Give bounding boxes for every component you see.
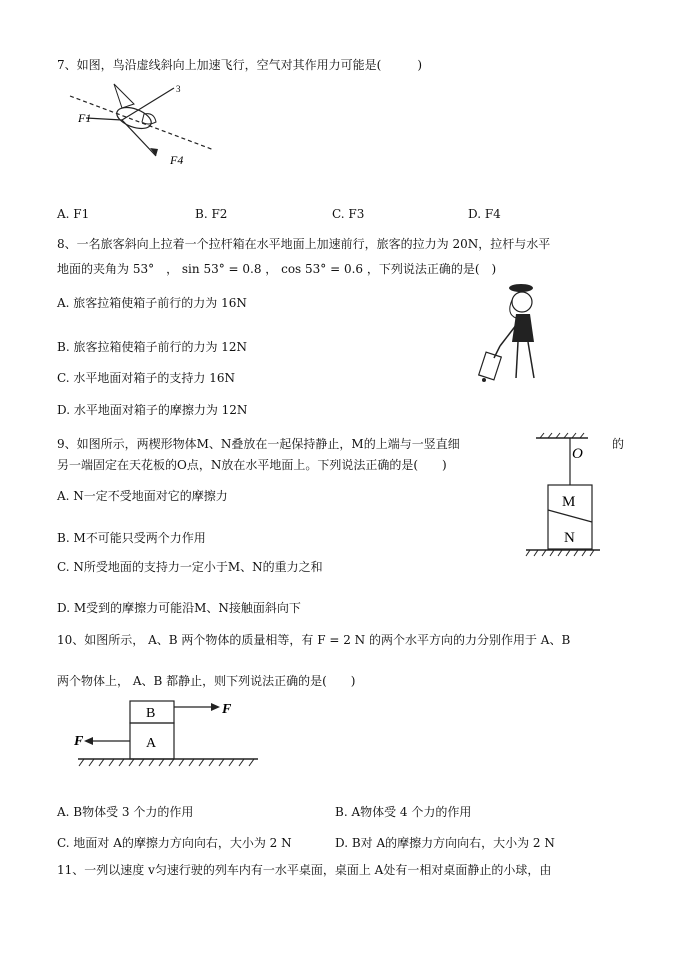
q10-option-d[interactable]: D. B对 A的摩擦力方向向右，大小为 2 N bbox=[335, 836, 555, 850]
q8-traveler-figure bbox=[476, 280, 556, 385]
q9-label-m: M bbox=[562, 494, 576, 510]
q10-blocks-figure bbox=[74, 695, 260, 770]
q7-option-a[interactable]: A. F1 bbox=[57, 207, 90, 221]
q7-stem: 7、如图，鸟沿虚线斜向上加速飞行，空气对其作用力可能是( ) bbox=[57, 58, 423, 72]
q7-option-b[interactable]: B. F2 bbox=[195, 207, 228, 221]
q7-label-3: 3 bbox=[176, 84, 181, 94]
q10-label-b: B bbox=[146, 706, 156, 721]
q7-label-f4: F4 bbox=[170, 153, 184, 167]
q10-label-f-right: F bbox=[222, 702, 232, 717]
q10-option-b[interactable]: B. A物体受 4 个力的作用 bbox=[335, 805, 472, 819]
q9-stem-line2: 另一端固定在天花板的O点，N放在水平地面上。下列说法正确的是( ) bbox=[57, 458, 447, 472]
q9-wedge-figure bbox=[522, 432, 602, 562]
q8-option-c[interactable]: C. 水平地面对箱子的支持力 16N bbox=[57, 371, 235, 385]
q8-stem-line1: 8、一名旅客斜向上拉着一个拉杆箱在水平地面上加速前行，旅客的拉力为 20N，拉杆与水平 bbox=[57, 237, 551, 251]
q8-option-a[interactable]: A. 旅客拉箱使箱子前行的力为 16N bbox=[57, 296, 247, 310]
q11-stem-line1: 11、一列以速度 v匀速行驶的列车内有一水平桌面，桌面上 A处有一相对桌面静止的小球，由 bbox=[57, 863, 552, 877]
q7-option-c[interactable]: C. F3 bbox=[332, 207, 365, 221]
q10-label-f-left: F bbox=[74, 734, 84, 749]
q9-label-n: N bbox=[564, 530, 575, 546]
q10-option-c[interactable]: C. 地面对 A的摩擦力方向向右，大小为 2 N bbox=[57, 836, 292, 850]
q10-stem-line1: 10、如图所示， A、B 两个物体的质量相等，有 F = 2 N 的两个水平方向的力分别作用于 A、B bbox=[57, 633, 571, 647]
q10-label-a: A bbox=[146, 736, 157, 751]
q9-label-o: O bbox=[572, 446, 583, 462]
q9-stem-line1: 9、如图所示，两楔形物体M、N叠放在一起保持静止，M的上端与一竖直细 bbox=[57, 437, 460, 451]
q8-option-b[interactable]: B. 旅客拉箱使箱子前行的力为 12N bbox=[57, 340, 248, 354]
q9-option-d[interactable]: D. M受到的摩擦力可能沿M、N接触面斜向下 bbox=[57, 601, 301, 615]
q7-bird-figure bbox=[64, 78, 224, 178]
q9-option-a[interactable]: A. N一定不受地面对它的摩擦力 bbox=[57, 489, 228, 503]
q8-option-d[interactable]: D. 水平地面对箱子的摩擦力为 12N bbox=[57, 403, 248, 417]
q9-stem-line1-tail: 的 bbox=[612, 437, 625, 451]
q9-option-c[interactable]: C. N所受地面的支持力一定小于M、N的重力之和 bbox=[57, 560, 323, 574]
q10-option-a[interactable]: A. B物体受 3 个力的作用 bbox=[57, 805, 194, 819]
q8-stem-line2: 地面的夹角为 53° ， sin 53° = 0.8 ， cos 53° = 0.6 ，下列说法正确的是( ) bbox=[57, 262, 497, 276]
q7-option-d[interactable]: D. F4 bbox=[468, 207, 501, 221]
q9-option-b[interactable]: B. M不可能只受两个力作用 bbox=[57, 531, 206, 545]
q7-label-f1: F1 bbox=[78, 111, 92, 125]
q10-stem-line2: 两个物体上， A、B 都静止，则下列说法正确的是( ) bbox=[57, 674, 356, 688]
